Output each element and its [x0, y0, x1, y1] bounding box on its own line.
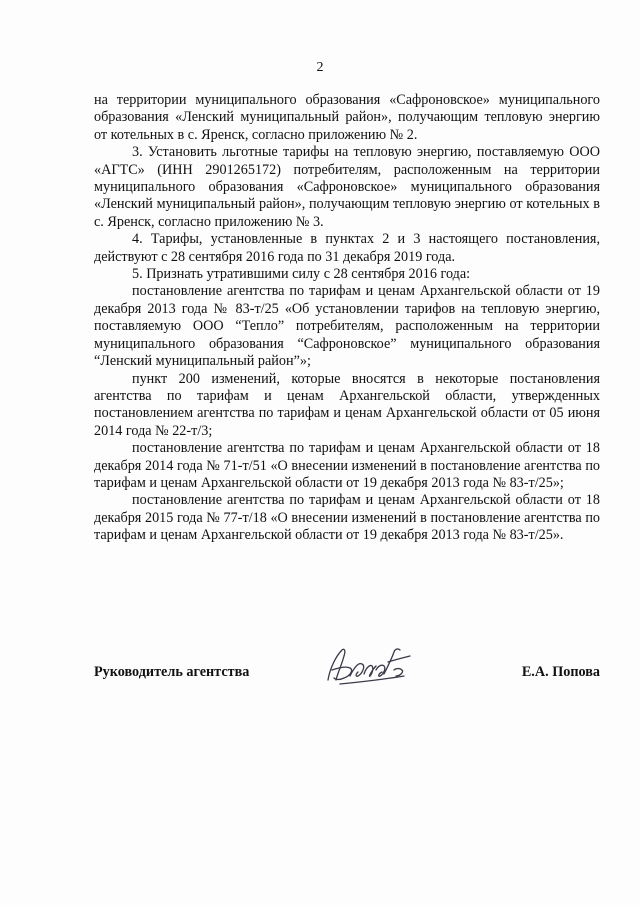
- repealed-act-2: пункт 200 изменений, которые вносятся в некоторые постановления агентства по тарифам и ценам Архангельской области, утвержденных постановлением агентства по тарифам и ценам Архангельской области от 05 июня 2014 года № 22-т/3;: [94, 370, 600, 439]
- paragraph-item-5: 5. Признать утратившими силу с 28 сентября 2016 года:: [132, 266, 471, 283]
- paragraph-item-3: 3. Установить льготные тарифы на тепловую энергию, поставляемую ООО «АГТС» (ИНН 2901265172) потребителям, расположенным на территории муниципального образования «Сафроновское» муниципального образования «Ленский муниципальный район», получающим тепловую энергию от котельных в с. Яренск, согласно приложению № 3.: [94, 144, 600, 230]
- document-body: [94, 92, 600, 545]
- paragraph-item-4: 4. Тарифы, установленные в пунктах 2 и 3 настоящего постановления, действуют с 28 сентября 2016 года по 31 декабря 2019 года.: [94, 231, 600, 265]
- repealed-act-3: постановление агентства по тарифам и ценам Архангельской области от 18 декабря 2014 года № 71-т/51 «О внесении изменений в постановление агентства по тарифам и ценам Архангельской области от 19 декабря 2013 года № 83-т/25»;: [94, 440, 600, 491]
- repealed-act-4: постановление агентства по тарифам и ценам Архангельской области от 18 декабря 2015 года № 77-т/18 «О внесении изменений в постановление агентства по тарифам и ценам Архангельской области от 19 декабря 2013 года № 83-т/25».: [94, 492, 600, 544]
- signatory-title: Руководитель агентства: [94, 664, 250, 680]
- signatory-name: Е.А. Попова: [521, 664, 600, 680]
- repealed-act-1: постановление агентства по тарифам и ценам Архангельской области от 19 декабря 2013 года № 83-т/25 «Об установлении тарифов на тепловую энергию, поставляемую ООО “Тепло” потребителям, расположенным на территории муниципального образования “Сафроновское” муниципального образования “Ленский муниципальный район”»;: [94, 283, 600, 370]
- handwritten-signature: [320, 640, 420, 692]
- paragraph-continuation: на территории муниципального образования «Сафроновское» муниципального образования «Ленский муниципальный район», получающим тепловую энергию от котельных в с. Яренск, согласно приложению № 2.: [94, 92, 600, 143]
- page-number: 2: [316, 60, 324, 75]
- signature-block: [94, 640, 600, 700]
